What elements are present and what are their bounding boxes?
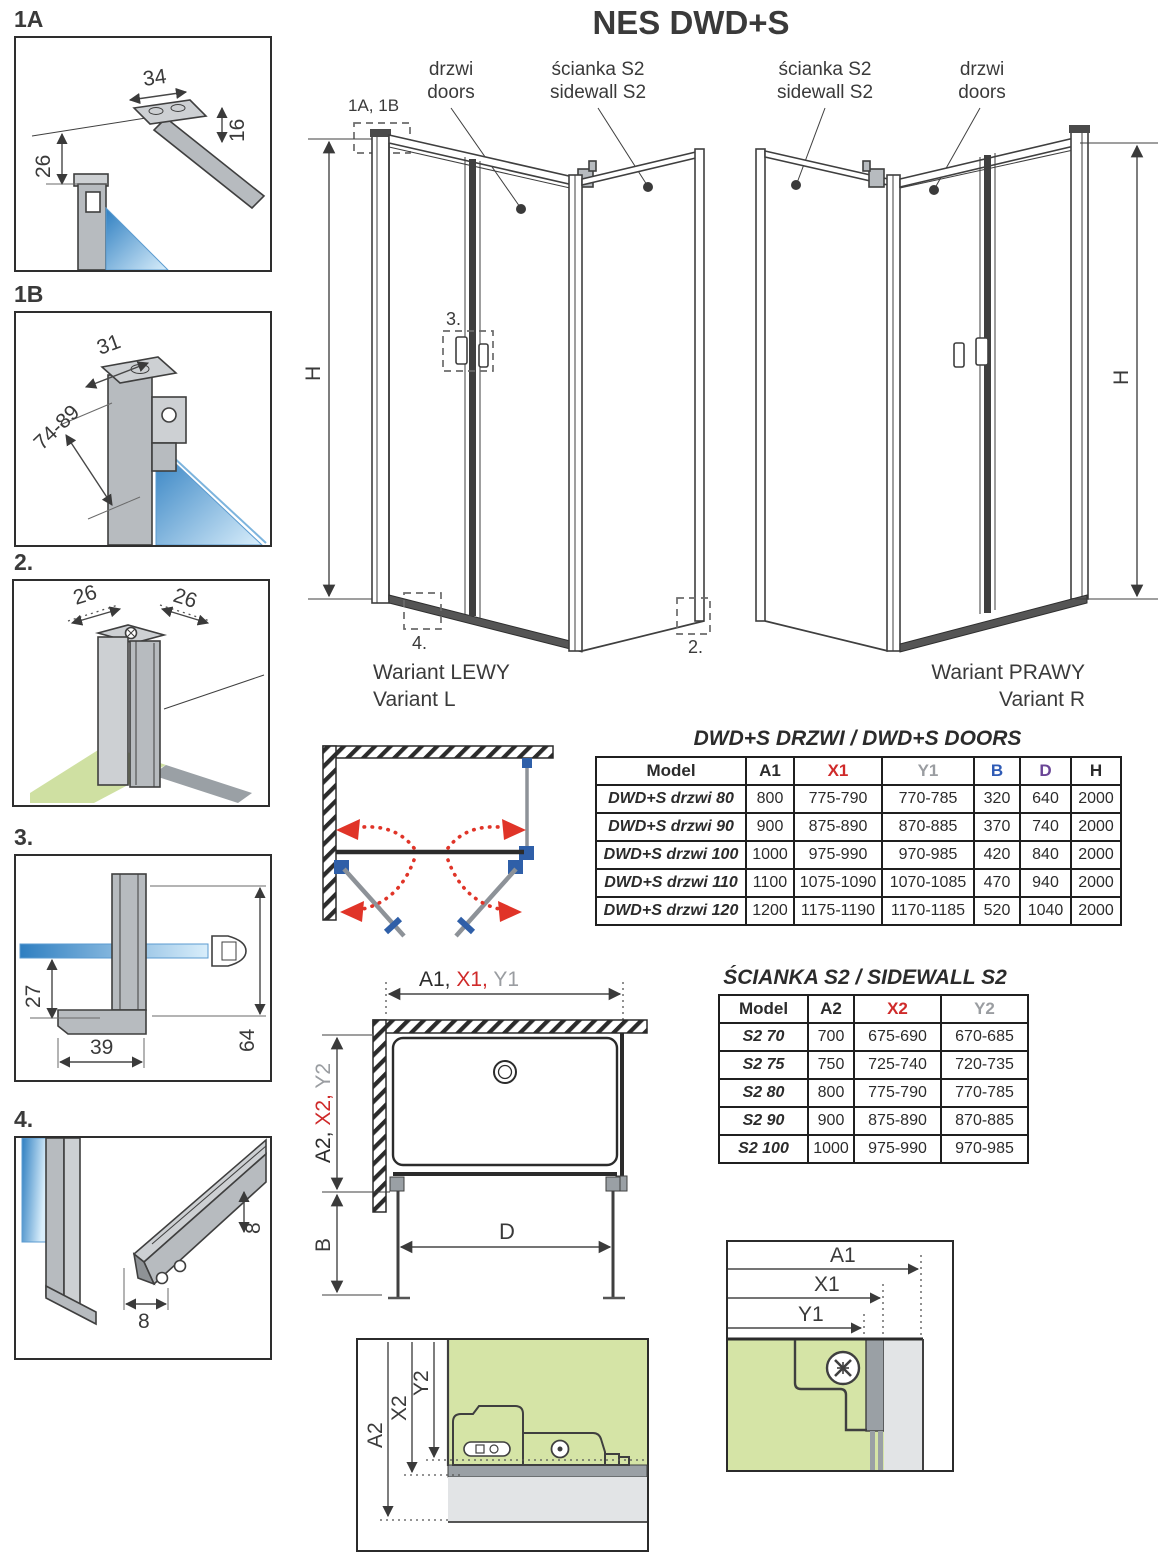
value-cell: 700 [808,1023,854,1051]
value-cell: 2000 [1071,897,1121,925]
bar-connector-stub [863,161,870,171]
detail-box-3 [14,854,272,1082]
dim-x2: X2 [388,1395,411,1421]
arrowhead [340,901,364,922]
value-cell: 1000 [746,841,794,869]
value-cell: 900 [808,1107,854,1135]
leader-line [164,675,264,709]
ref-box-2 [677,598,710,634]
arc [448,860,504,910]
value-cell: 1070-1085 [882,869,974,897]
dim-26: 26 [32,154,55,178]
value-cell: 975-990 [854,1135,941,1163]
dim-line-26r [162,609,208,623]
arrowhead [498,901,522,922]
wall-profile-2 [64,1138,80,1306]
value-cell: 720-735 [941,1051,1028,1079]
table-row [719,1023,1028,1051]
model-cell: S2 100 [719,1135,808,1163]
value-cell: 1175-1190 [794,897,882,925]
wall-bracket [522,758,532,768]
leader-dot [791,180,801,190]
column-header: Y1 [882,757,974,785]
ref-4: 4. [412,633,428,653]
sidewall-bottom-edge [582,621,704,651]
bar-connector-stub [589,161,596,171]
handle-bracket [112,874,146,1010]
caption-left-en: Variant L [373,687,456,711]
profile-leg [870,1431,875,1470]
wall-top [373,1020,647,1033]
wall-top [323,746,553,758]
screw [162,408,176,422]
corner-profile-right [130,641,160,787]
value-cell: 970-985 [882,841,974,869]
dim-x1: X1, [456,968,494,991]
door-top-edge [900,147,1087,188]
sidewall-profile [756,149,765,621]
hinge-right [606,1177,620,1191]
ref-1a-1b: 1A, 1B [348,96,400,115]
value-cell: 875-890 [794,813,882,841]
column-header: A2 [808,995,854,1023]
doors-table-header-row [596,757,1121,785]
label-doors-right-en: doors [958,82,1006,104]
detail-label-3: 3. [14,824,34,850]
value-cell: 1000 [808,1135,854,1163]
detail-drawing-1a [16,38,270,270]
value-cell: 2000 [1071,841,1121,869]
wall-profile [372,135,389,603]
value-cell: 875-890 [854,1107,941,1135]
top-bar [389,135,582,187]
dim-31: 31 [93,330,124,360]
dim-26-right: 26 [170,583,200,613]
notch [175,1261,186,1272]
corner-profile-left [98,637,128,785]
arc [358,860,414,910]
handle-knob [212,936,246,966]
label-sidewall-right-pl: ścianka S2 [778,59,872,80]
column-header: D [1020,757,1071,785]
table-row [596,785,1121,813]
value-cell: 725-740 [854,1051,941,1079]
profile-band [448,1465,647,1477]
dim-h: H [1110,369,1133,385]
table-row [719,1135,1028,1163]
bracket-step-2 [619,1457,629,1465]
door-divider [984,155,991,613]
column-header: X1 [794,757,882,785]
ext-dotted [68,605,118,621]
label-sidewall-right-en: sidewall S2 [776,82,874,104]
detail-drawing-2 [14,581,268,805]
dim-left-label [312,1063,335,1163]
arrowhead [336,819,360,840]
profile-cap [370,129,391,137]
column-header: Model [596,757,746,785]
table-row [596,813,1121,841]
glass-panel [106,208,168,270]
caption-right-en: Variant R [999,687,1085,711]
label-sidewall-left-pl: ścianka S2 [551,59,645,80]
leader-dot [643,182,653,192]
dim-34: 34 [141,64,168,91]
sidewall-table [718,994,1029,1164]
detail-label-4: 4. [14,1106,34,1132]
bar-connector [869,169,884,187]
dim-y1: Y1 [798,1303,824,1326]
caption-variant-left [373,660,510,714]
wall-left [323,746,336,920]
door-handle [456,337,467,364]
wall-left [373,1020,386,1212]
screw-center [558,1447,563,1452]
detail-drawing-3 [16,856,270,1080]
column-header: A1 [746,757,794,785]
dim-26-left: 26 [70,581,100,610]
value-cell: 520 [974,897,1020,925]
column-header: H [1071,757,1121,785]
label-doors-right-pl: drzwi [959,59,1005,80]
dim-h: H [302,365,325,381]
plan-view [312,958,687,1333]
profile-detail [86,192,100,212]
bar-bracket [134,100,206,124]
table-row [596,897,1121,925]
value-cell: 370 [974,813,1020,841]
label-doors-left-en: doors [427,82,475,104]
value-cell: 750 [808,1051,854,1079]
value-cell: 900 [746,813,794,841]
value-cell: 800 [746,785,794,813]
value-cell: 775-790 [794,785,882,813]
threshold-front-face [144,1154,266,1284]
dim-16: 16 [226,118,249,142]
arrowhead [502,819,526,840]
dim-39: 39 [90,1036,114,1059]
sidewall-table-header-row [719,995,1028,1023]
model-cell: DWD+S drzwi 110 [596,869,746,897]
dim-d: D [499,1219,515,1244]
dim-line-34 [130,92,186,100]
table-row [596,869,1121,897]
value-cell: 1075-1090 [794,869,882,897]
hinge-left [390,1177,404,1191]
value-cell: 675-690 [854,1023,941,1051]
dim-64: 64 [236,1028,259,1052]
glass-plan-green [728,1339,884,1470]
wall-profile [1071,131,1088,599]
value-cell: 770-785 [882,785,974,813]
value-cell: 940 [1020,869,1071,897]
dim-27: 27 [22,984,45,1008]
detail-box-2 [12,579,270,807]
value-cell: 1200 [746,897,794,925]
profile-leg [878,1431,883,1470]
value-cell: 670-685 [941,1023,1028,1051]
bracket-foot [58,1010,146,1034]
ref-3: 3. [446,309,462,329]
value-cell: 1100 [746,869,794,897]
model-cell: S2 70 [719,1023,808,1051]
sidewall-top-edge [582,151,700,185]
value-cell: 1170-1185 [882,897,974,925]
detail-box-1a [14,36,272,272]
door-profile [866,1339,884,1431]
shower-tray [393,1038,617,1165]
dim-line-26l [72,609,120,623]
leader-dot [516,204,526,214]
value-cell: 470 [974,869,1020,897]
value-cell: 420 [974,841,1020,869]
value-cell: 870-885 [941,1107,1028,1135]
detail-label-1b: 1B [14,281,44,307]
caption-right-pl: Wariant PRAWY [931,661,1085,684]
top-bar [900,135,1087,187]
value-cell: 640 [1020,785,1071,813]
leader-dot [929,185,939,195]
detail-label-2: 2. [14,549,34,575]
slot [464,1442,510,1456]
model-cell: DWD+S drzwi 90 [596,813,746,841]
arc [448,827,508,848]
sidewall-bottom-edge [765,621,888,651]
model-cell: DWD+S drzwi 100 [596,841,746,869]
dim-b: B [312,1237,335,1253]
value-cell: 2000 [1071,869,1121,897]
glass-panel [22,1138,46,1242]
arc [354,827,414,848]
detail-drawing-1b [16,313,270,545]
value-cell: 840 [1020,841,1071,869]
dim-line-74-89 [66,435,112,505]
sidewall-table-title: ŚCIANKA S2 / SIDEWALL S2 [723,966,1007,989]
dim-74-89: 74-89 [29,400,85,455]
dim-y1: Y1 [493,968,520,991]
value-cell: 1040 [1020,897,1071,925]
wall-profile [108,375,152,545]
floor-strip [152,765,252,803]
model-cell: DWD+S drzwi 80 [596,785,746,813]
column-header: X2 [854,995,941,1023]
ref-2: 2. [688,637,704,657]
tray-edge [884,1339,922,1470]
value-cell: 2000 [1071,785,1121,813]
dim-a2: A2, [312,1125,335,1164]
value-cell: 320 [974,785,1020,813]
section-detail-sidewall [352,1336,652,1556]
detail-box-4 [14,1136,272,1360]
column-header: B [974,757,1020,785]
notch [157,1273,168,1284]
label-sidewall-left-en: sidewall S2 [549,82,647,104]
tray-edge [448,1477,647,1522]
detail-label-1a: 1A [14,6,44,32]
dim-a1: A1, [418,968,457,991]
caption-left-pl: Wariant LEWY [373,661,510,684]
caption-variant-right [905,660,1085,714]
value-cell: 970-985 [941,1135,1028,1163]
dim-top-label [419,968,519,991]
table-row [719,1051,1028,1079]
leader-sidewall [797,108,825,183]
swing-arcs [354,827,508,910]
column-header: Y2 [941,995,1028,1023]
model-cell: S2 75 [719,1051,808,1079]
clamp-lower [152,443,176,471]
dim-8-height: 8 [242,1222,265,1234]
door-handle [954,343,964,367]
detail-box-1b [14,311,272,547]
door-swing-plan [318,738,558,950]
door-divider [469,159,476,616]
value-cell: 975-990 [794,841,882,869]
variant-right-drawing [730,95,1160,720]
dim-y2: Y2 [410,1370,433,1396]
model-cell: S2 90 [719,1107,808,1135]
label-doors-left-pl: drzwi [428,59,474,80]
model-cell: S2 80 [719,1079,808,1107]
threshold [900,595,1087,652]
dim-x2: X2, [312,1088,335,1126]
sidewall-profile [695,149,704,621]
dim-a1: A1 [830,1244,856,1267]
door-handle [976,338,988,365]
column-header: Model [719,995,808,1023]
value-cell: 800 [808,1079,854,1107]
value-cell: 2000 [1071,813,1121,841]
value-cell: 770-785 [941,1079,1028,1107]
dim-y2: Y2 [312,1062,335,1089]
model-cell: DWD+S drzwi 120 [596,897,746,925]
table-row [719,1079,1028,1107]
table-row [596,841,1121,869]
detail-drawing-4 [16,1138,270,1358]
page-title: NES DWD+S [592,4,790,41]
dim-8-width: 8 [138,1310,150,1333]
dim-x1: X1 [814,1273,840,1296]
doors-table-title: DWD+S DRZWI / DWD+S DOORS [693,727,1022,750]
table-row [719,1107,1028,1135]
profile-cap [1069,125,1090,133]
screw-cross [835,1360,851,1376]
value-cell: 870-885 [882,813,974,841]
dim-a2: A2 [364,1422,387,1448]
door-handle [479,344,488,367]
wall-profile [46,1138,64,1296]
doors-table [595,756,1122,926]
value-cell: 775-790 [854,1079,941,1107]
variant-left-drawing [300,95,730,720]
swing-arrowheads [336,819,526,922]
value-cell: 740 [1020,813,1071,841]
plan-detail-doors [722,1238,958,1474]
